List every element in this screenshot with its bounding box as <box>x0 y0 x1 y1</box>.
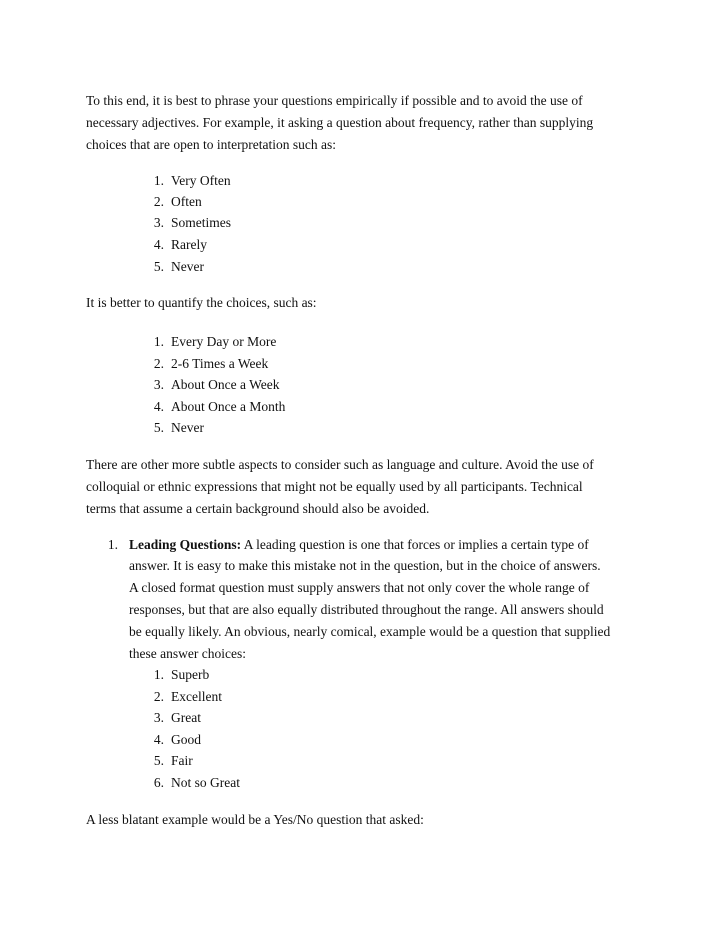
list-text: Every Day or More <box>171 334 277 349</box>
list-text: Excellent <box>171 689 222 704</box>
intro-line: To this end, it is best to phrase your questions empirically if possible and to avoid the use of <box>86 93 583 108</box>
blatant-paragraph <box>86 809 646 831</box>
list-number: 5. <box>153 420 164 435</box>
list-text: Rarely <box>171 237 207 252</box>
leading-line: answer. It is easy to make this mistake not in the question, but in the choice of answers. <box>129 558 601 573</box>
list-text: Never <box>171 420 204 435</box>
list-text: Often <box>171 194 202 209</box>
leading-line: A closed format question must supply answers that not only cover the whole range of <box>129 580 590 595</box>
leading-line: responses, but that are also equally distributed throughout the range. All answers should <box>129 602 604 617</box>
list-text: Very Often <box>171 173 231 188</box>
list-number: 5. <box>153 259 164 274</box>
list-text: Fair <box>171 753 193 768</box>
list-text: Not so Great <box>171 775 240 790</box>
list-number: 3. <box>153 215 164 230</box>
intro-line: necessary adjectives. For example, it asking a question about frequency, rather than supplying <box>86 115 594 130</box>
list-text: Good <box>171 732 201 747</box>
list-text: Superb <box>171 667 210 682</box>
subtle-line: There are other more subtle aspects to consider such as language and culture. Avoid the use of <box>86 457 594 472</box>
leading-line: be equally likely. An obvious, nearly comical, example would be a question that supplied <box>129 624 611 639</box>
list-number: 4. <box>153 237 164 252</box>
blatant-text: A less blatant example would be a Yes/No question that asked: <box>86 812 424 827</box>
list-number: 2. <box>153 689 164 704</box>
list-number: 2. <box>153 194 164 209</box>
subtle-line: colloquial or ethnic expressions that might not be equally used by all participants. Technical <box>86 479 583 494</box>
list-number: 1. <box>107 537 118 552</box>
list-number: 5. <box>153 753 164 768</box>
leading-first-line: A leading question is one that forces or implies a certain type of <box>241 537 589 552</box>
list-text: Sometimes <box>171 215 231 230</box>
leading-line: these answer choices: <box>129 646 246 661</box>
leading-heading: Leading Questions: <box>129 537 242 552</box>
list-number: 4. <box>153 732 164 747</box>
list-number: 3. <box>153 710 164 725</box>
list-number: 1. <box>153 173 164 188</box>
list-number: 6. <box>153 775 164 790</box>
list-number: 4. <box>153 399 164 414</box>
quantify-paragraph <box>86 292 646 314</box>
list-number: 1. <box>153 667 164 682</box>
list-text: Great <box>171 710 201 725</box>
list-text: About Once a Week <box>171 377 280 392</box>
intro-line: choices that are open to interpretation such as: <box>86 137 337 152</box>
list-text: About Once a Month <box>171 399 286 414</box>
subtle-line: terms that assume a certain background should also be avoided. <box>86 501 430 516</box>
list-number: 3. <box>153 377 164 392</box>
subtle-paragraph <box>86 454 646 520</box>
list-text: Never <box>171 259 204 274</box>
list-number: 2. <box>153 356 164 371</box>
list-number: 1. <box>153 334 164 349</box>
quantify-text: It is better to quantify the choices, such as: <box>86 295 317 310</box>
intro-paragraph <box>86 90 646 156</box>
list-text: 2-6 Times a Week <box>171 356 269 371</box>
